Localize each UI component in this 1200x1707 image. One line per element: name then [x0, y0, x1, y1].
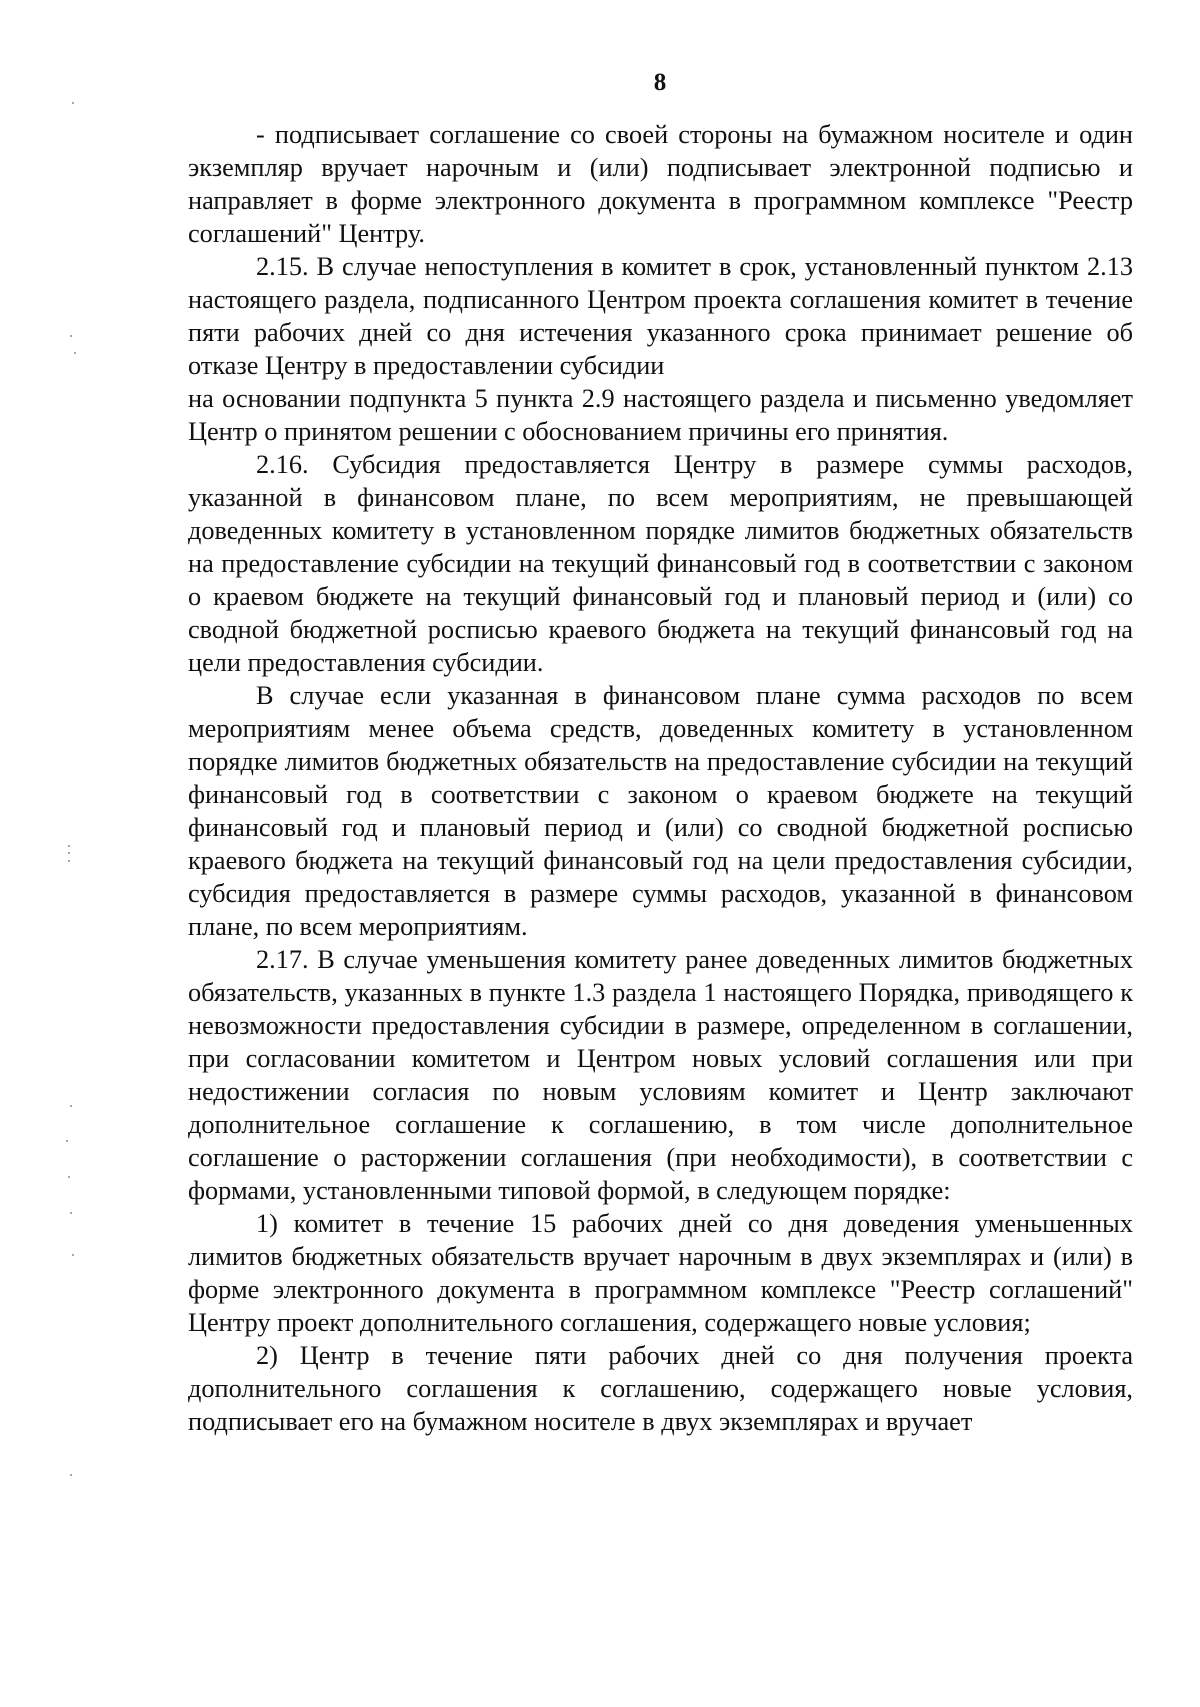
paragraph-2-15-continued: на основании подпункта 5 пункта 2.9 настоящего раздела и письменно уведомляет Центр о принятом решении с обоснованием причины его принятия. [188, 384, 1133, 446]
paragraph-2-15: 2.15. В случае непоступления в комитет в срок, установленный пунктом 2.13 настоящего раздела, подписанного Центром проекта соглашения комитет в течение пяти рабочих дней со дня истечения указанного срока принимает решение об отказе Центру в предоставлении субсидии [188, 252, 1133, 380]
paragraph-2-17-item-2: 2) Центр в течение пяти рабочих дней со дня получения проекта дополнительного соглашения к соглашению, содержащего новые условия, подписывает его на бумажном носителе в двух экземплярах и вручает [188, 1341, 1133, 1436]
scan-artifact-margin [0, 0, 120, 1707]
paragraph-2-17: 2.17. В случае уменьшения комитету ранее доведенных лимитов бюджетных обязательств, указанных в пункте 1.3 раздела 1 настоящего Порядка, приводящего к невозможности предоставления субсидии в размере, определенном в соглашении, при согласовании комитетом и Центром новых условий соглашения или при недостижении согласия по новым условиям комитет и Центр заключают дополнительное соглашение к соглашению, в том числе дополнительное соглашение о расторжении соглашения (при необходимости), в соответствии с формами, установленными типовой формой, в следующем порядке: [188, 945, 1133, 1205]
page-number: 8 [653, 69, 667, 96]
paragraph-2-17-item-1: 1) комитет в течение 15 рабочих дней со дня доведения уменьшенных лимитов бюджетных обязательств вручает нарочным в двух экземплярах и (или) в форме электронного документа в программном комплексе "Реестр соглашений" Центру проект дополнительного соглашения, содержащего новые условия; [188, 1209, 1133, 1337]
document-body [188, 118, 1133, 1438]
paragraph-2-16-case: В случае если указанная в финансовом плане сумма расходов по всем мероприятиям менее объема средств, доведенных комитету в установленном порядке лимитов бюджетных обязательств на предоставление субсидии на текущий финансовый год в соответствии с законом о краевом бюджете на текущий финансовый год и плановый период и (или) со сводной бюджетной росписью краевого бюджета на текущий финансовый год на цели предоставления субсидии, субсидия предоставляется в размере суммы расходов, указанной в финансовом плане, по всем мероприятиям. [188, 681, 1133, 941]
paragraph-signing: - подписывает соглашение со своей стороны на бумажном носителе и один экземпляр вручает нарочным и (или) подписывает электронной подписью и направляет в форме электронного документа в программном комплексе "Реестр соглашений" Центру. [188, 120, 1133, 248]
paragraph-2-16: 2.16. Субсидия предоставляется Центру в размере суммы расходов, указанной в финансовом плане, по всем мероприятиям, не превышающей доведенных комитету в установленном порядке лимитов бюджетных обязательств на предоставление субсидии на текущий финансовый год в соответствии с законом о краевом бюджете на текущий финансовый год и плановый период и (или) со сводной бюджетной росписью краевого бюджета на текущий финансовый год на цели предоставления субсидии. [188, 450, 1133, 677]
